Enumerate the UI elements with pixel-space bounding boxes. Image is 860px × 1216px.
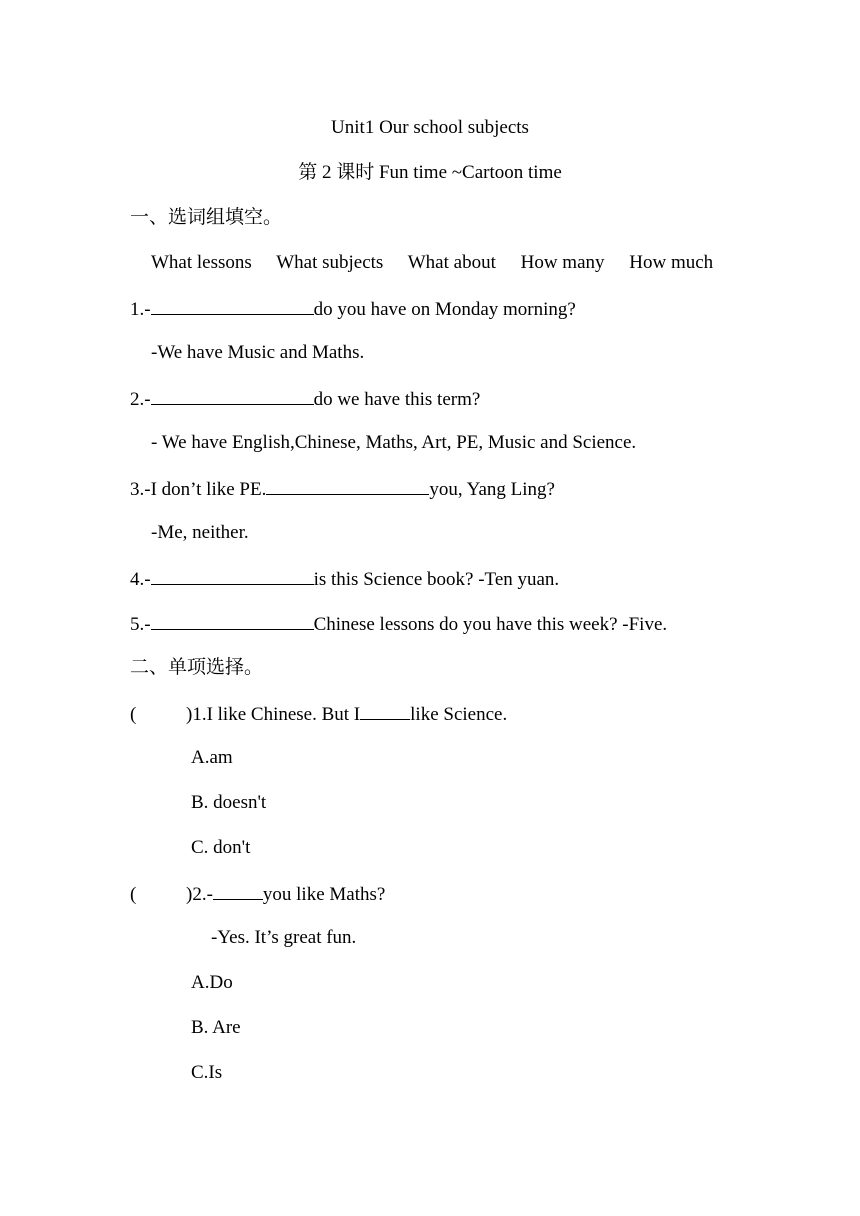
fill-question-4 [130,566,559,592]
answer-blank[interactable] [213,881,263,900]
fill-question-3 [130,476,555,502]
answer-blank[interactable] [266,476,429,495]
question-text: do we have this term? [313,389,481,410]
question-text: you, Yang Ling? [429,479,555,500]
fill-question-5 [130,611,667,637]
choice-option-c: C. don't [191,837,251,858]
word-option: How many [520,252,605,273]
fill-answer-3: -Me, neither. [151,522,249,543]
page-title: Unit1 Our school subjects [331,117,529,138]
section2-heading: 二、单项选择。 [130,657,264,678]
question-text: you like Maths? [262,884,386,905]
question-text: like Science. [410,704,508,725]
question-text: is this Science book? -Ten yuan. [313,569,560,590]
answer-blank[interactable] [151,296,314,315]
choice-option-a: A.am [191,747,233,768]
question-text: Chinese lessons do you have this week? -Five. [313,614,668,635]
fill-question-1 [130,296,576,322]
question-text: 3.-I don’t like PE. [130,479,267,500]
answer-blank[interactable] [151,386,314,405]
section1-heading: 一、选词组填空。 [130,207,283,228]
question-text: do you have on Monday morning? [313,299,576,320]
choice-question-1 [130,701,507,727]
question-number: 2.- [130,389,151,410]
choice-option-b: B. doesn't [191,792,267,813]
fill-question-2 [130,386,480,412]
question-text: )1.I like Chinese. But I [186,704,361,725]
choice-option-a: A.Do [191,972,233,993]
question-number: 1.- [130,299,151,320]
question-number: 5.- [130,614,151,635]
word-option: What about [407,252,496,273]
question-text: )2.- [186,884,213,905]
answer-blank[interactable] [360,701,410,720]
choice-option-c: C.Is [191,1062,223,1083]
question-number: 4.- [130,569,151,590]
answer-blank[interactable] [151,611,314,630]
choice-question-2 [130,881,385,907]
word-option: What lessons [151,252,252,273]
answer-blank[interactable] [151,566,314,585]
fill-answer-1: -We have Music and Maths. [151,342,365,363]
choice-answer-2: -Yes. It’s great fun. [211,927,357,948]
choice-option-b: B. Are [191,1017,241,1038]
fill-answer-2: - We have English,Chinese, Maths, Art, PE, Music and Science. [151,432,637,453]
word-option: What subjects [276,252,384,273]
page-subtitle: 第 2 课时 Fun time ~Cartoon time [298,162,562,183]
word-options [151,251,733,275]
answer-paren[interactable]: ( [130,884,137,905]
word-option: How much [629,252,714,273]
answer-paren[interactable]: ( [130,704,137,725]
